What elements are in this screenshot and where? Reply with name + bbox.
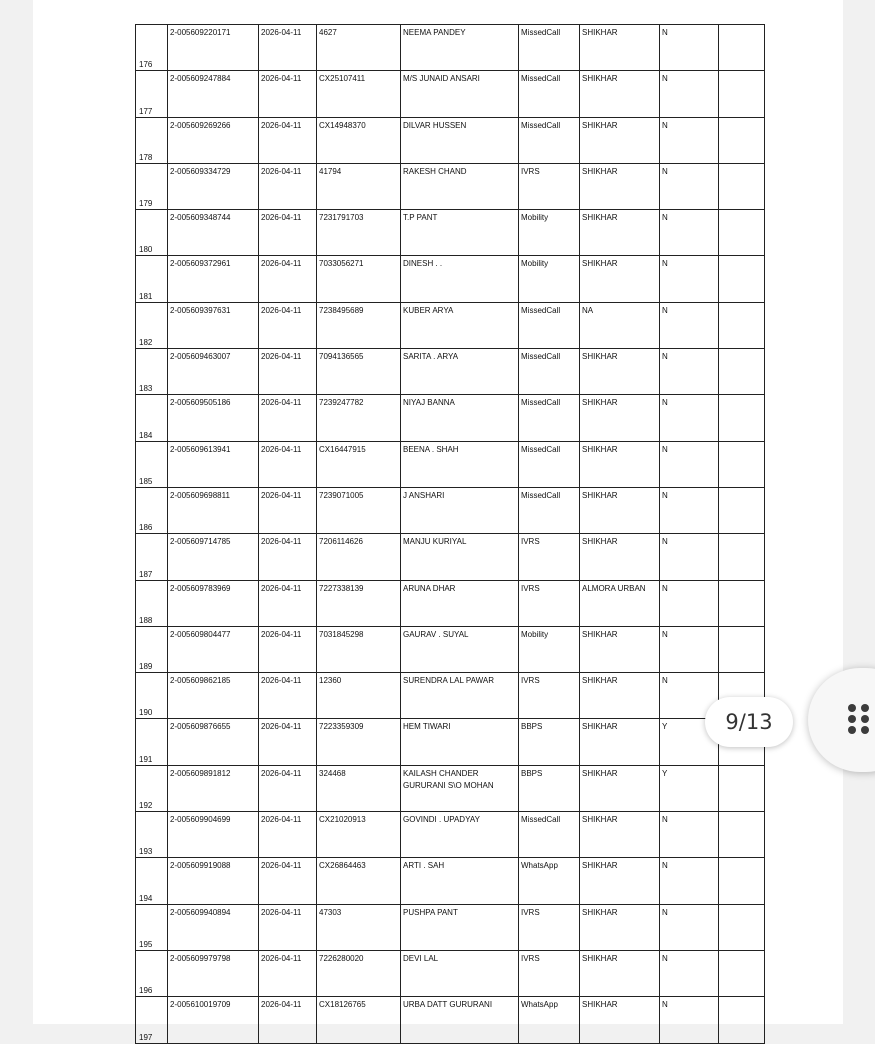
- reference-number-cell: 7239247782: [317, 395, 401, 441]
- record-date-cell: 2026-04-11: [259, 25, 317, 71]
- record-date-cell: 2026-04-11: [259, 441, 317, 487]
- record-id-cell: 2-005609269266: [168, 117, 259, 163]
- empty-cell: [719, 302, 765, 348]
- row-number-cell: 185: [136, 441, 168, 487]
- empty-cell: [719, 441, 765, 487]
- reference-number-cell: 7223359309: [317, 719, 401, 765]
- customer-name-cell: KUBER ARYA: [401, 302, 519, 348]
- record-date-cell: 2026-04-11: [259, 534, 317, 580]
- flag-cell: N: [660, 487, 719, 533]
- empty-cell: [719, 163, 765, 209]
- flag-cell: N: [660, 534, 719, 580]
- table-row: [136, 395, 765, 441]
- empty-cell: [719, 71, 765, 117]
- area-cell: SHIKHAR: [580, 673, 660, 719]
- source-cell: Mobility: [519, 210, 580, 256]
- reference-number-cell: 7094136565: [317, 349, 401, 395]
- source-cell: MissedCall: [519, 25, 580, 71]
- area-cell: SHIKHAR: [580, 117, 660, 163]
- flag-cell: N: [660, 812, 719, 858]
- reference-number-cell: 7226280020: [317, 950, 401, 996]
- customer-name-cell: GAURAV . SUYAL: [401, 626, 519, 672]
- flag-cell: N: [660, 950, 719, 996]
- area-cell: SHIKHAR: [580, 349, 660, 395]
- flag-cell: N: [660, 163, 719, 209]
- flag-cell: N: [660, 302, 719, 348]
- area-cell: SHIKHAR: [580, 395, 660, 441]
- record-date-cell: 2026-04-11: [259, 719, 317, 765]
- source-cell: MissedCall: [519, 349, 580, 395]
- record-id-cell: 2-005609372961: [168, 256, 259, 302]
- table-row: [136, 349, 765, 395]
- area-cell: ALMORA URBAN: [580, 580, 660, 626]
- reference-number-cell: 7033056271: [317, 256, 401, 302]
- flag-cell: N: [660, 626, 719, 672]
- reference-number-cell: CX14948370: [317, 117, 401, 163]
- area-cell: SHIKHAR: [580, 487, 660, 533]
- empty-cell: [719, 858, 765, 904]
- table-row: [136, 812, 765, 858]
- area-cell: SHIKHAR: [580, 25, 660, 71]
- record-id-cell: 2-005609876655: [168, 719, 259, 765]
- customer-name-cell: SURENDRA LAL PAWAR: [401, 673, 519, 719]
- record-date-cell: 2026-04-11: [259, 858, 317, 904]
- row-number-cell: 178: [136, 117, 168, 163]
- reference-number-cell: 7239071005: [317, 487, 401, 533]
- record-date-cell: 2026-04-11: [259, 950, 317, 996]
- table-row: [136, 719, 765, 765]
- flag-cell: N: [660, 117, 719, 163]
- customer-name-cell: KAILASH CHANDER GURURANI S\O MOHAN: [401, 765, 519, 811]
- row-number-cell: 184: [136, 395, 168, 441]
- reference-number-cell: 7231791703: [317, 210, 401, 256]
- table-row: [136, 302, 765, 348]
- source-cell: MissedCall: [519, 487, 580, 533]
- area-cell: SHIKHAR: [580, 719, 660, 765]
- empty-cell: [719, 812, 765, 858]
- table-row: [136, 210, 765, 256]
- customer-name-cell: DILVAR HUSSEN: [401, 117, 519, 163]
- reference-number-cell: 7206114626: [317, 534, 401, 580]
- flag-cell: N: [660, 580, 719, 626]
- empty-cell: [719, 25, 765, 71]
- row-number-cell: 194: [136, 858, 168, 904]
- row-number-cell: 180: [136, 210, 168, 256]
- empty-cell: [719, 349, 765, 395]
- record-id-cell: 2-005609334729: [168, 163, 259, 209]
- empty-cell: [719, 950, 765, 996]
- reference-number-cell: 324468: [317, 765, 401, 811]
- record-date-cell: 2026-04-11: [259, 673, 317, 719]
- table-row: [136, 580, 765, 626]
- row-number-cell: 182: [136, 302, 168, 348]
- area-cell: SHIKHAR: [580, 904, 660, 950]
- source-cell: IVRS: [519, 950, 580, 996]
- table-row: [136, 487, 765, 533]
- customer-name-cell: NIYAJ BANNA: [401, 395, 519, 441]
- customer-name-cell: DINESH . .: [401, 256, 519, 302]
- record-date-cell: 2026-04-11: [259, 812, 317, 858]
- row-number-cell: 190: [136, 673, 168, 719]
- customer-name-cell: GOVINDI . UPADYAY: [401, 812, 519, 858]
- customer-name-cell: SARITA . ARYA: [401, 349, 519, 395]
- source-cell: MissedCall: [519, 812, 580, 858]
- record-id-cell: 2-005609613941: [168, 441, 259, 487]
- record-id-cell: 2-005610019709: [168, 997, 259, 1043]
- area-cell: SHIKHAR: [580, 71, 660, 117]
- record-date-cell: 2026-04-11: [259, 117, 317, 163]
- area-cell: NA: [580, 302, 660, 348]
- table-row: [136, 534, 765, 580]
- area-cell: SHIKHAR: [580, 210, 660, 256]
- dots-grid-icon: [848, 704, 870, 736]
- records-table: [135, 24, 765, 1044]
- record-date-cell: 2026-04-11: [259, 765, 317, 811]
- customer-name-cell: URBA DATT GURURANI: [401, 997, 519, 1043]
- source-cell: MissedCall: [519, 441, 580, 487]
- row-number-cell: 192: [136, 765, 168, 811]
- empty-cell: [719, 210, 765, 256]
- record-date-cell: 2026-04-11: [259, 997, 317, 1043]
- record-id-cell: 2-005609891812: [168, 765, 259, 811]
- empty-cell: [719, 626, 765, 672]
- customer-name-cell: HEM TIWARI: [401, 719, 519, 765]
- row-number-cell: 176: [136, 25, 168, 71]
- area-cell: SHIKHAR: [580, 441, 660, 487]
- reference-number-cell: 12360: [317, 673, 401, 719]
- flag-cell: N: [660, 441, 719, 487]
- customer-name-cell: PUSHPA PANT: [401, 904, 519, 950]
- page-indicator: [705, 697, 793, 747]
- record-id-cell: 2-005609804477: [168, 626, 259, 672]
- table-row: [136, 765, 765, 811]
- record-id-cell: 2-005609940894: [168, 904, 259, 950]
- row-number-cell: 189: [136, 626, 168, 672]
- table-row: [136, 256, 765, 302]
- record-date-cell: 2026-04-11: [259, 349, 317, 395]
- area-cell: SHIKHAR: [580, 950, 660, 996]
- empty-cell: [719, 765, 765, 811]
- reference-number-cell: 47303: [317, 904, 401, 950]
- area-cell: SHIKHAR: [580, 163, 660, 209]
- record-date-cell: 2026-04-11: [259, 395, 317, 441]
- source-cell: MissedCall: [519, 302, 580, 348]
- row-number-cell: 195: [136, 904, 168, 950]
- page-indicator-label: 9/13: [725, 710, 773, 734]
- source-cell: IVRS: [519, 163, 580, 209]
- row-number-cell: 187: [136, 534, 168, 580]
- empty-cell: [719, 534, 765, 580]
- row-number-cell: 179: [136, 163, 168, 209]
- flag-cell: N: [660, 25, 719, 71]
- record-id-cell: 2-005609979798: [168, 950, 259, 996]
- flag-cell: N: [660, 673, 719, 719]
- empty-cell: [719, 117, 765, 163]
- source-cell: BBPS: [519, 765, 580, 811]
- record-id-cell: 2-005609783969: [168, 580, 259, 626]
- source-cell: WhatsApp: [519, 858, 580, 904]
- row-number-cell: 193: [136, 812, 168, 858]
- record-date-cell: 2026-04-11: [259, 210, 317, 256]
- table-row: [136, 626, 765, 672]
- row-number-cell: 191: [136, 719, 168, 765]
- source-cell: IVRS: [519, 904, 580, 950]
- area-cell: SHIKHAR: [580, 626, 660, 672]
- customer-name-cell: M/S JUNAID ANSARI: [401, 71, 519, 117]
- area-cell: SHIKHAR: [580, 997, 660, 1043]
- flag-cell: N: [660, 349, 719, 395]
- record-id-cell: 2-005609247884: [168, 71, 259, 117]
- reference-number-cell: 7238495689: [317, 302, 401, 348]
- source-cell: MissedCall: [519, 117, 580, 163]
- reference-number-cell: 4627: [317, 25, 401, 71]
- reference-number-cell: CX25107411: [317, 71, 401, 117]
- area-cell: SHIKHAR: [580, 534, 660, 580]
- source-cell: IVRS: [519, 534, 580, 580]
- reference-number-cell: 7031845298: [317, 626, 401, 672]
- record-date-cell: 2026-04-11: [259, 904, 317, 950]
- record-id-cell: 2-005609505186: [168, 395, 259, 441]
- table-row: [136, 858, 765, 904]
- flag-cell: N: [660, 256, 719, 302]
- customer-name-cell: MANJU KURIYAL: [401, 534, 519, 580]
- empty-cell: [719, 487, 765, 533]
- record-date-cell: 2026-04-11: [259, 302, 317, 348]
- customer-name-cell: ARUNA DHAR: [401, 580, 519, 626]
- reference-number-cell: CX21020913: [317, 812, 401, 858]
- customer-name-cell: J ANSHARI: [401, 487, 519, 533]
- table-row: [136, 25, 765, 71]
- flag-cell: N: [660, 71, 719, 117]
- record-date-cell: 2026-04-11: [259, 256, 317, 302]
- row-number-cell: 186: [136, 487, 168, 533]
- customer-name-cell: RAKESH CHAND: [401, 163, 519, 209]
- customer-name-cell: BEENA . SHAH: [401, 441, 519, 487]
- record-date-cell: 2026-04-11: [259, 71, 317, 117]
- reference-number-cell: 7227338139: [317, 580, 401, 626]
- empty-cell: [719, 580, 765, 626]
- flag-cell: N: [660, 904, 719, 950]
- record-id-cell: 2-005609463007: [168, 349, 259, 395]
- empty-cell: [719, 997, 765, 1043]
- source-cell: MissedCall: [519, 395, 580, 441]
- source-cell: Mobility: [519, 256, 580, 302]
- record-id-cell: 2-005609919088: [168, 858, 259, 904]
- flag-cell: Y: [660, 719, 719, 765]
- reference-number-cell: CX26864463: [317, 858, 401, 904]
- flag-cell: N: [660, 858, 719, 904]
- document-page: [33, 0, 843, 1042]
- customer-name-cell: NEEMA PANDEY: [401, 25, 519, 71]
- row-number-cell: 188: [136, 580, 168, 626]
- row-number-cell: 183: [136, 349, 168, 395]
- table-row: [136, 441, 765, 487]
- table-row: [136, 71, 765, 117]
- record-date-cell: 2026-04-11: [259, 487, 317, 533]
- row-number-cell: 196: [136, 950, 168, 996]
- reference-number-cell: 41794: [317, 163, 401, 209]
- table-row: [136, 997, 765, 1043]
- record-id-cell: 2-005609220171: [168, 25, 259, 71]
- area-cell: SHIKHAR: [580, 256, 660, 302]
- source-cell: IVRS: [519, 673, 580, 719]
- area-cell: SHIKHAR: [580, 812, 660, 858]
- record-id-cell: 2-005609862185: [168, 673, 259, 719]
- record-id-cell: 2-005609904699: [168, 812, 259, 858]
- empty-cell: [719, 256, 765, 302]
- row-number-cell: 197: [136, 997, 168, 1043]
- source-cell: BBPS: [519, 719, 580, 765]
- area-cell: SHIKHAR: [580, 765, 660, 811]
- customer-name-cell: DEVI LAL: [401, 950, 519, 996]
- reference-number-cell: CX16447915: [317, 441, 401, 487]
- empty-cell: [719, 904, 765, 950]
- record-date-cell: 2026-04-11: [259, 580, 317, 626]
- record-date-cell: 2026-04-11: [259, 163, 317, 209]
- flag-cell: N: [660, 997, 719, 1043]
- customer-name-cell: ARTI . SAH: [401, 858, 519, 904]
- empty-cell: [719, 395, 765, 441]
- table-row: [136, 950, 765, 996]
- row-number-cell: 177: [136, 71, 168, 117]
- record-id-cell: 2-005609714785: [168, 534, 259, 580]
- record-id-cell: 2-005609698811: [168, 487, 259, 533]
- record-id-cell: 2-005609348744: [168, 210, 259, 256]
- record-id-cell: 2-005609397631: [168, 302, 259, 348]
- flag-cell: N: [660, 395, 719, 441]
- reference-number-cell: CX18126765: [317, 997, 401, 1043]
- source-cell: MissedCall: [519, 71, 580, 117]
- table-row: [136, 673, 765, 719]
- row-number-cell: 181: [136, 256, 168, 302]
- flag-cell: Y: [660, 765, 719, 811]
- record-date-cell: 2026-04-11: [259, 626, 317, 672]
- table-row: [136, 117, 765, 163]
- source-cell: IVRS: [519, 580, 580, 626]
- area-cell: SHIKHAR: [580, 858, 660, 904]
- source-cell: Mobility: [519, 626, 580, 672]
- customer-name-cell: T.P PANT: [401, 210, 519, 256]
- flag-cell: N: [660, 210, 719, 256]
- table-row: [136, 163, 765, 209]
- table-row: [136, 904, 765, 950]
- source-cell: WhatsApp: [519, 997, 580, 1043]
